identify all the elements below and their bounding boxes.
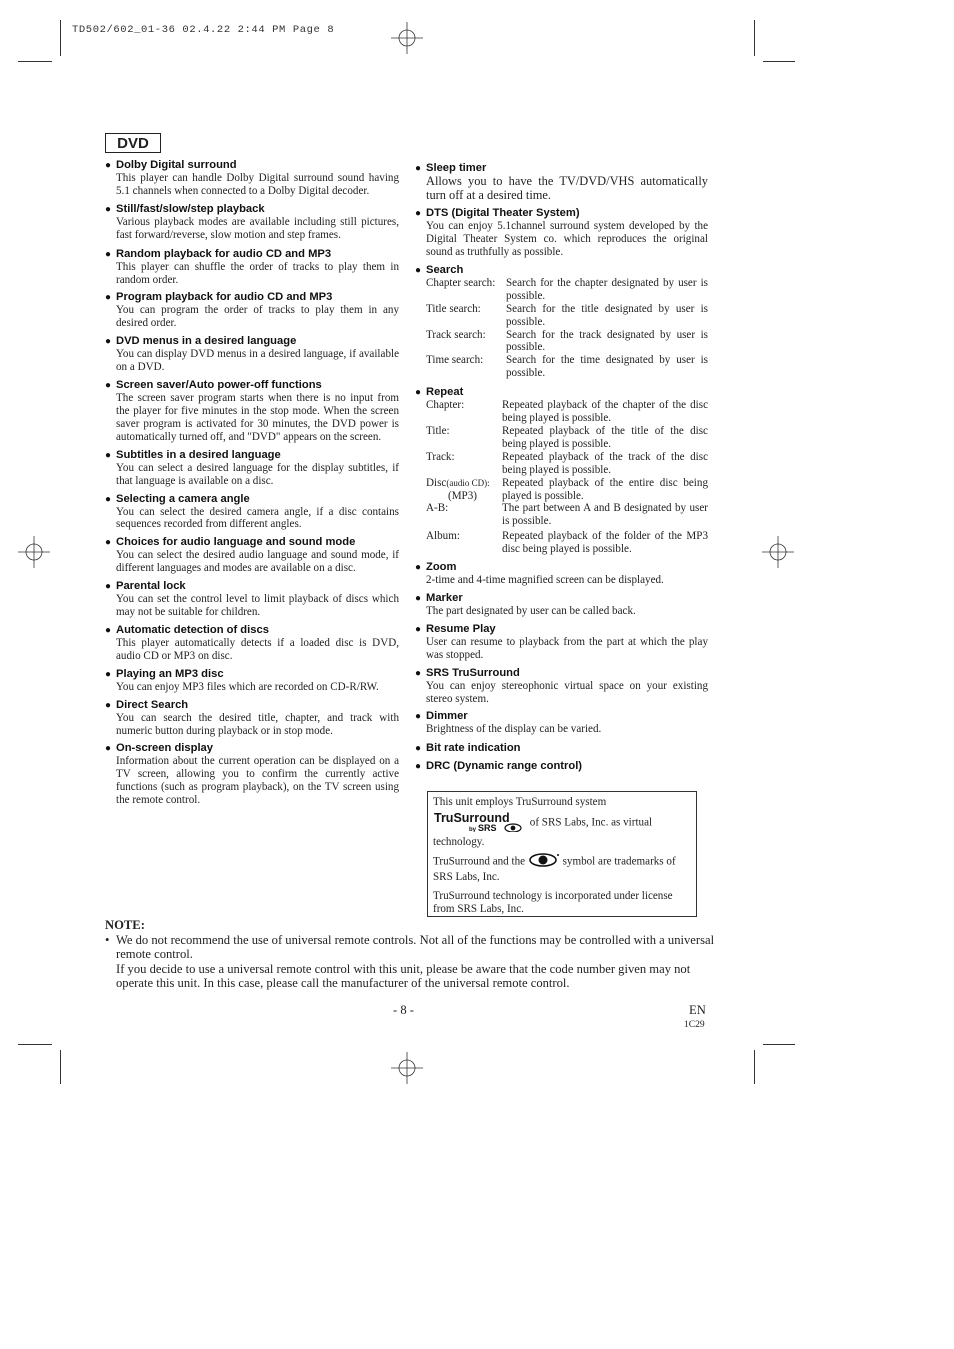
feature-item bbox=[415, 263, 708, 380]
feature-title: Choices for audio language and sound mode bbox=[116, 536, 356, 549]
feature-title: Marker bbox=[426, 591, 463, 604]
feature-item bbox=[105, 742, 399, 807]
feature-title: DTS (Digital Theater System) bbox=[426, 207, 580, 220]
bullet-icon: ● bbox=[415, 264, 422, 276]
trademark-license-line: TruSurround technology is incorporated under license from SRS Labs, Inc. bbox=[433, 890, 673, 916]
repeat-modes bbox=[426, 399, 708, 556]
note-paragraph: If you decide to use a universal remote control with this unit, please be aware that the code number given may not operate this unit. In this case, please call the manufacturer of the universal remote control. bbox=[116, 961, 691, 991]
bullet-icon: ● bbox=[105, 292, 112, 304]
bullet-icon: ● bbox=[415, 623, 422, 635]
bullet-icon: ● bbox=[415, 208, 422, 220]
feature-item bbox=[415, 162, 708, 202]
feature-title: DRC (Dynamic range control) bbox=[426, 760, 583, 773]
crop-mark bbox=[754, 20, 755, 56]
registration-mark-icon bbox=[762, 536, 794, 568]
feature-item bbox=[105, 667, 399, 694]
trademark-notice: This unit employs TruSurround system TruSurround by SRS of SRS Labs, Inc. as virtual technology. TruSurround and the symbol are trademarks of SRS Labs, Inc. TruSurround technology is incorporated under license from SRS Labs, Inc. bbox=[427, 791, 697, 917]
feature-title: Selecting a camera angle bbox=[116, 492, 250, 505]
trademark-line: This unit employs TruSurround system bbox=[433, 796, 607, 808]
bullet-icon: ● bbox=[415, 743, 422, 755]
feature-description: You can display DVD menus in a desired language, if available on a DVD. bbox=[116, 348, 399, 374]
feature-description: You can enjoy 5.1channel surround system developed by the Digital Theater System co. which reproduces the original sound as truthfully as possible. bbox=[426, 220, 708, 258]
feature-description: You can set the control level to limit playback of discs which may not be suitable for children. bbox=[116, 593, 399, 619]
repeat-mode-label: Disc(audio CD): (MP3) bbox=[426, 476, 490, 502]
feature-item bbox=[105, 159, 399, 198]
feature-item bbox=[105, 202, 399, 242]
feature-item bbox=[415, 710, 708, 736]
feature-description: You can select the desired audio language and sound mode, if different languages and modes are available on a disc. bbox=[116, 549, 399, 575]
feature-description: The screen saver program starts when there is no input from the player for five minutes in the stop mode. When the screen saver program is activated for 30 minutes, the DVD power is automatically turned off, and "DVD" appears on the screen. bbox=[116, 392, 399, 443]
registration-mark-icon bbox=[18, 536, 50, 568]
crop-mark bbox=[754, 1050, 755, 1084]
feature-title: Direct Search bbox=[116, 698, 189, 711]
repeat-mode-description: Repeated playback of the entire disc being played is possible. bbox=[502, 476, 708, 502]
feature-title: Dimmer bbox=[426, 710, 468, 723]
bullet-icon: ● bbox=[105, 160, 112, 171]
repeat-mode-description: Repeated playback of the chapter of the disc being played is possible. bbox=[502, 399, 708, 425]
feature-title: Subtitles in a desired language bbox=[116, 448, 281, 461]
feature-item bbox=[415, 622, 708, 662]
registration-mark-icon bbox=[391, 22, 423, 54]
crop-mark bbox=[18, 1044, 52, 1045]
feature-title: Screen saver/Auto power-off functions bbox=[116, 379, 322, 392]
feature-description: You can enjoy MP3 files which are recorded on CD-R/RW. bbox=[116, 680, 379, 693]
bullet-icon: ● bbox=[105, 624, 112, 636]
bullet-icon: ● bbox=[415, 667, 422, 679]
note-heading: NOTE: bbox=[105, 918, 145, 932]
bullet-icon: ● bbox=[415, 163, 422, 174]
left-column bbox=[105, 159, 399, 807]
feature-item bbox=[105, 291, 399, 330]
feature-item bbox=[415, 666, 708, 706]
bullet-icon: ● bbox=[415, 387, 422, 399]
document-code: 1C29 bbox=[684, 1020, 705, 1030]
feature-description: 2-time and 4-time magnified screen can be displayed. bbox=[426, 574, 664, 587]
search-mode-label: Track search: bbox=[426, 328, 486, 341]
bullet-icon: ● bbox=[105, 668, 112, 680]
feature-item bbox=[105, 623, 399, 663]
feature-description: Various playback modes are available including still pictures, fast forward/reverse, slow motion and step frames. bbox=[116, 215, 399, 241]
repeat-mode-description: Repeated playback of the track of the disc being played is possible. bbox=[502, 450, 708, 476]
bullet-icon: ● bbox=[105, 537, 112, 549]
svg-text:by: by bbox=[469, 827, 477, 833]
feature-description: Information about the current operation can be displayed on a TV screen, allowing you to confirm the currently active functions (such as program playback), on the TV screen using the remote control. bbox=[116, 755, 399, 807]
feature-item bbox=[415, 591, 708, 618]
feature-title: Random playback for audio CD and MP3 bbox=[116, 247, 332, 260]
bullet-icon: • bbox=[105, 933, 110, 947]
bullet-icon: ● bbox=[415, 562, 422, 574]
feature-title: Dolby Digital surround bbox=[116, 159, 237, 171]
bullet-icon: ● bbox=[415, 592, 422, 604]
right-column bbox=[415, 162, 708, 773]
bullet-icon: ● bbox=[105, 380, 112, 392]
svg-text:SRS: SRS bbox=[478, 823, 497, 833]
search-modes bbox=[426, 277, 708, 380]
feature-item bbox=[105, 698, 399, 738]
bullet-icon: ● bbox=[105, 581, 112, 593]
language-code: EN bbox=[689, 1003, 706, 1017]
bullet-icon: ● bbox=[105, 449, 112, 461]
feature-title: Sleep timer bbox=[426, 162, 487, 174]
feature-item bbox=[105, 448, 399, 488]
feature-item bbox=[105, 536, 399, 575]
bullet-icon: ● bbox=[415, 711, 422, 723]
feature-title: Still/fast/slow/step playback bbox=[116, 202, 265, 215]
svg-text:TruSurround: TruSurround bbox=[434, 811, 510, 826]
bullet-icon: ● bbox=[415, 761, 422, 773]
repeat-mode-description: Repeated playback of the title of the disc being played is possible. bbox=[502, 424, 708, 450]
feature-item bbox=[105, 580, 399, 619]
feature-item bbox=[105, 379, 399, 444]
feature-description: This player can shuffle the order of tracks to play them in random order. bbox=[116, 260, 399, 286]
note-paragraph: We do not recommend the use of universal remote controls. Not all of the functions may be controlled with a universal remote control. bbox=[116, 933, 715, 962]
feature-title: Program playback for audio CD and MP3 bbox=[116, 291, 333, 304]
search-mode-description: Search for the title designated by user is possible. bbox=[506, 302, 708, 328]
feature-description: The part designated by user can be called back. bbox=[426, 604, 636, 617]
crop-mark bbox=[18, 61, 52, 62]
feature-item bbox=[415, 760, 708, 773]
trusurround-logo bbox=[433, 810, 527, 836]
feature-title: Automatic detection of discs bbox=[116, 623, 269, 636]
page-number: - 8 - bbox=[393, 1003, 414, 1017]
feature-item bbox=[415, 386, 708, 556]
bullet-icon: ● bbox=[105, 248, 112, 260]
feature-title: Repeat bbox=[426, 386, 464, 399]
note-section bbox=[105, 918, 715, 991]
search-mode-description: Search for the time designated by user is possible. bbox=[506, 354, 708, 380]
repeat-mode-label: Title: bbox=[426, 424, 450, 437]
crop-mark bbox=[60, 20, 61, 56]
repeat-mode-description: Repeated playback of the folder of the MP3 disc being played is possible. bbox=[502, 530, 708, 556]
feature-title: Zoom bbox=[426, 561, 457, 574]
feature-item bbox=[105, 335, 399, 374]
feature-item bbox=[415, 742, 708, 755]
srs-symbol-icon bbox=[528, 853, 560, 871]
feature-title: Playing an MP3 disc bbox=[116, 667, 224, 680]
bullet-icon: ● bbox=[105, 699, 112, 711]
feature-title: Resume Play bbox=[426, 622, 496, 635]
crop-mark bbox=[60, 1050, 61, 1084]
feature-description: This player can handle Dolby Digital surround sound having 5.1 channels when connected to a Dolby Digital decoder. bbox=[116, 172, 399, 197]
feature-title: SRS TruSurround bbox=[426, 666, 520, 679]
crop-mark bbox=[763, 1044, 795, 1045]
feature-item bbox=[105, 247, 399, 287]
search-mode-label: Time search: bbox=[426, 354, 484, 367]
bullet-icon: ● bbox=[105, 743, 112, 755]
bullet-icon: ● bbox=[105, 336, 112, 348]
feature-description: Allows you to have the TV/DVD/VHS automatically turn off at a desired time. bbox=[426, 174, 708, 202]
feature-description: You can search the desired title, chapter, and track with numeric button during playback or in stop mode. bbox=[116, 711, 399, 737]
repeat-mode-label: Album: bbox=[426, 530, 460, 543]
bullet-icon: ● bbox=[105, 493, 112, 505]
feature-description: You can program the order of tracks to play them in any desired order. bbox=[116, 304, 399, 330]
search-mode-label: Chapter search: bbox=[426, 276, 496, 289]
feature-description: You can select the desired camera angle, if a disc contains sequences recorded from different angles. bbox=[116, 505, 399, 531]
feature-description: You can enjoy stereophonic virtual space on your existing stereo system. bbox=[426, 679, 708, 705]
feature-item bbox=[105, 492, 399, 532]
feature-item bbox=[415, 207, 708, 259]
registration-mark-icon bbox=[391, 1052, 423, 1084]
search-mode-description: Search for the chapter designated by user is possible. bbox=[506, 276, 708, 302]
feature-title: Bit rate indication bbox=[426, 742, 521, 755]
feature-title: Parental lock bbox=[116, 580, 186, 593]
print-slug: TD502/602_01-36 02.4.22 2:44 PM Page 8 bbox=[72, 24, 335, 36]
bullet-icon: ● bbox=[105, 203, 112, 215]
search-mode-description: Search for the track designated by user is possible. bbox=[506, 328, 708, 354]
feature-description: User can resume to playback from the part at which the play was stopped. bbox=[426, 635, 708, 661]
crop-mark bbox=[763, 61, 795, 62]
feature-item bbox=[415, 561, 708, 587]
repeat-mode-label: Chapter: bbox=[426, 399, 465, 412]
feature-description: Brightness of the display can be varied. bbox=[426, 723, 602, 736]
feature-title: On-screen display bbox=[116, 742, 213, 755]
section-tag: DVD bbox=[105, 133, 161, 153]
feature-title: Search bbox=[426, 263, 464, 276]
repeat-mode-label: Track: bbox=[426, 450, 455, 463]
feature-title: DVD menus in a desired language bbox=[116, 335, 297, 348]
feature-description: You can select a desired language for the display subtitles, if that language is available on a disc. bbox=[116, 461, 399, 487]
search-mode-label: Title search: bbox=[426, 302, 481, 315]
feature-description: This player automatically detects if a loaded disc is DVD, audio CD or MP3 on disc. bbox=[116, 636, 399, 662]
repeat-mode-label: A-B: bbox=[426, 502, 449, 515]
repeat-mode-description: The part between A and B designated by user is possible. bbox=[502, 502, 708, 528]
